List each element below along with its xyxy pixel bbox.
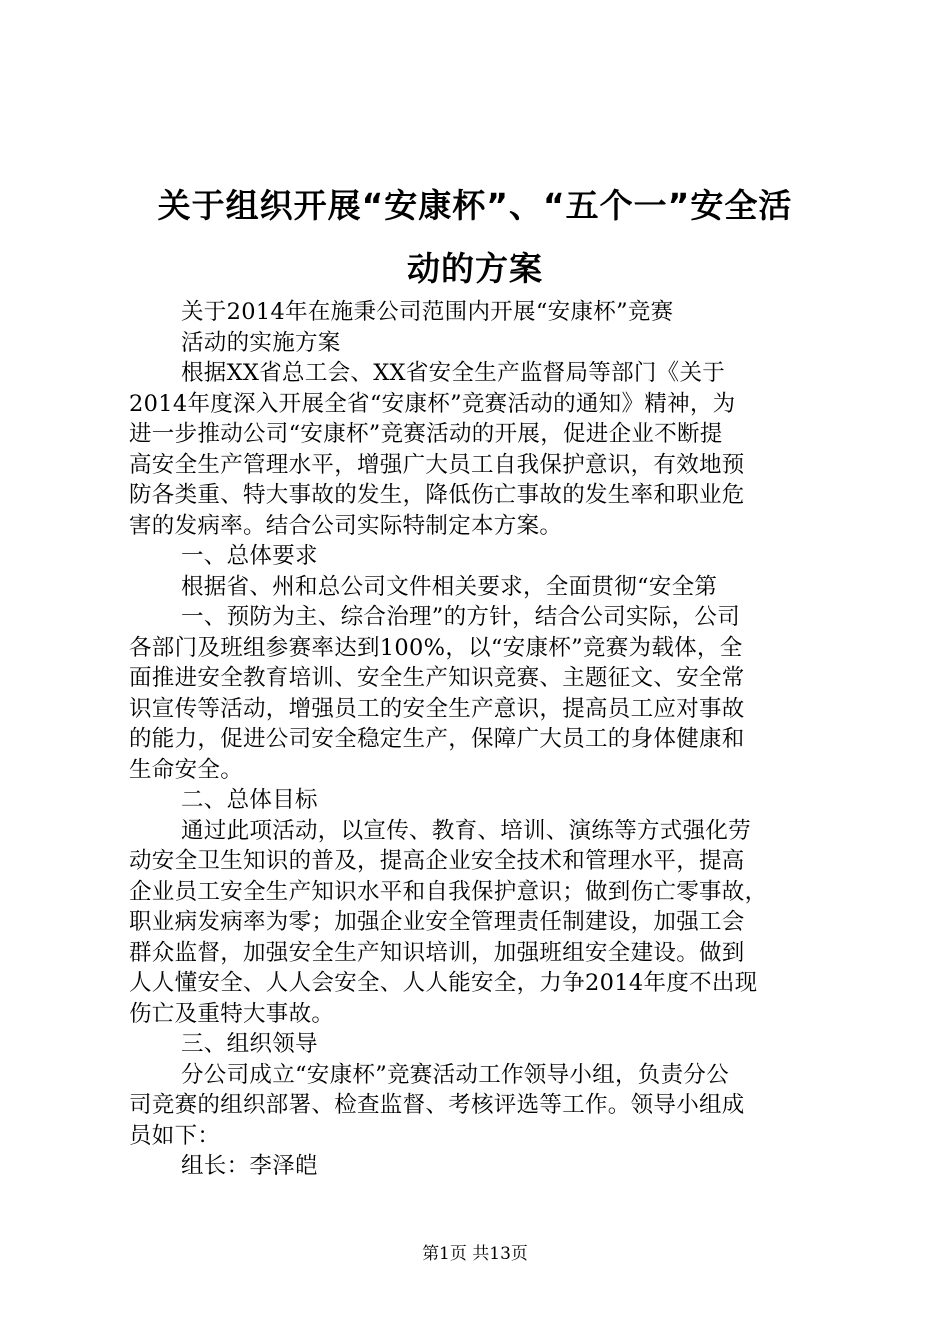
- paragraph-line: 人人懂安全、人人会安全、人人能安全，力争2014年度不出现: [129, 970, 758, 996]
- section-heading: 二、总体目标: [181, 787, 318, 813]
- paragraph-line: 的能力，促进公司安全稳定生产，保障广大员工的身体健康和: [129, 726, 745, 752]
- page-footer: 第1页 共13页: [422, 1244, 528, 1264]
- paragraph-line: 通过此项活动，以宣传、教育、培训、演练等方式强化劳: [181, 817, 752, 844]
- paragraph-line: 2014年度深入开展全省“安康杯”竞赛活动的通知》精神，为: [129, 390, 736, 417]
- document-body: [129, 297, 831, 1182]
- paragraph-line: 进一步推动公司“安康杯”竞赛活动的开展，促进企业不断提: [129, 421, 723, 447]
- paragraph-line: 动安全卫生知识的普及，提高企业安全技术和管理水平，提高: [129, 848, 745, 874]
- paragraph-line: 面推进安全教育培训、安全生产知识竞赛、主题征文、安全常: [129, 665, 745, 691]
- paragraph-line: 根据省、州和总公司文件相关要求，全面贯彻“安全第: [181, 573, 718, 600]
- paragraph-line: 企业员工安全生产知识水平和自我保护意识；做到伤亡零事故，: [129, 878, 768, 905]
- paragraph-line: 识宣传等活动，增强员工的安全生产意识，提高员工应对事故: [129, 695, 745, 722]
- paragraph-line: 伤亡及重特大事故。: [129, 1000, 335, 1027]
- paragraph-line: 组长：李泽皑: [181, 1153, 318, 1179]
- section-heading: 一、总体要求: [181, 543, 318, 569]
- document-title-line-2: 动的方案: [407, 249, 543, 288]
- paragraph-line: 一、预防为主、综合治理”的方针，结合公司实际，公司: [181, 604, 741, 630]
- paragraph-line: 防各类重、特大事故的发生，降低伤亡事故的发生率和职业危: [129, 482, 745, 508]
- paragraph-line: 分公司成立“安康杯”竞赛活动工作领导小组，负责分公: [181, 1061, 730, 1088]
- paragraph-line: 根据XX省总工会、XX省安全生产监督局等部门《关于: [181, 360, 726, 386]
- paragraph-line: 高安全生产管理水平，增强广大员工自我保护意识，有效地预: [129, 451, 745, 478]
- subtitle-line: 关于2014年在施秉公司范围内开展“安康杯”竞赛: [181, 299, 674, 325]
- paragraph-line: 群众监督，加强安全生产知识培训，加强班组安全建设。做到: [129, 939, 745, 966]
- paragraph-line: 害的发病率。结合公司实际特制定本方案。: [129, 512, 563, 539]
- section-heading: 三、组织领导: [181, 1031, 318, 1057]
- paragraph-line: 司竞赛的组织部署、检查监督、考核评选等工作。领导小组成: [129, 1092, 745, 1118]
- subtitle-line: 活动的实施方案: [181, 329, 341, 356]
- paragraph-line: 生命安全。: [129, 756, 244, 783]
- paragraph-line: 职业病发病率为零；加强企业安全管理责任制建设，加强工会: [129, 909, 745, 935]
- paragraph-line: 员如下：: [129, 1122, 221, 1149]
- paragraph-line: 各部门及班组参赛率达到100%，以“安康杯”竞赛为载体，全: [129, 634, 743, 661]
- document-title-line-1: 关于组织开展“安康杯”、“五个一”安全活: [157, 186, 793, 225]
